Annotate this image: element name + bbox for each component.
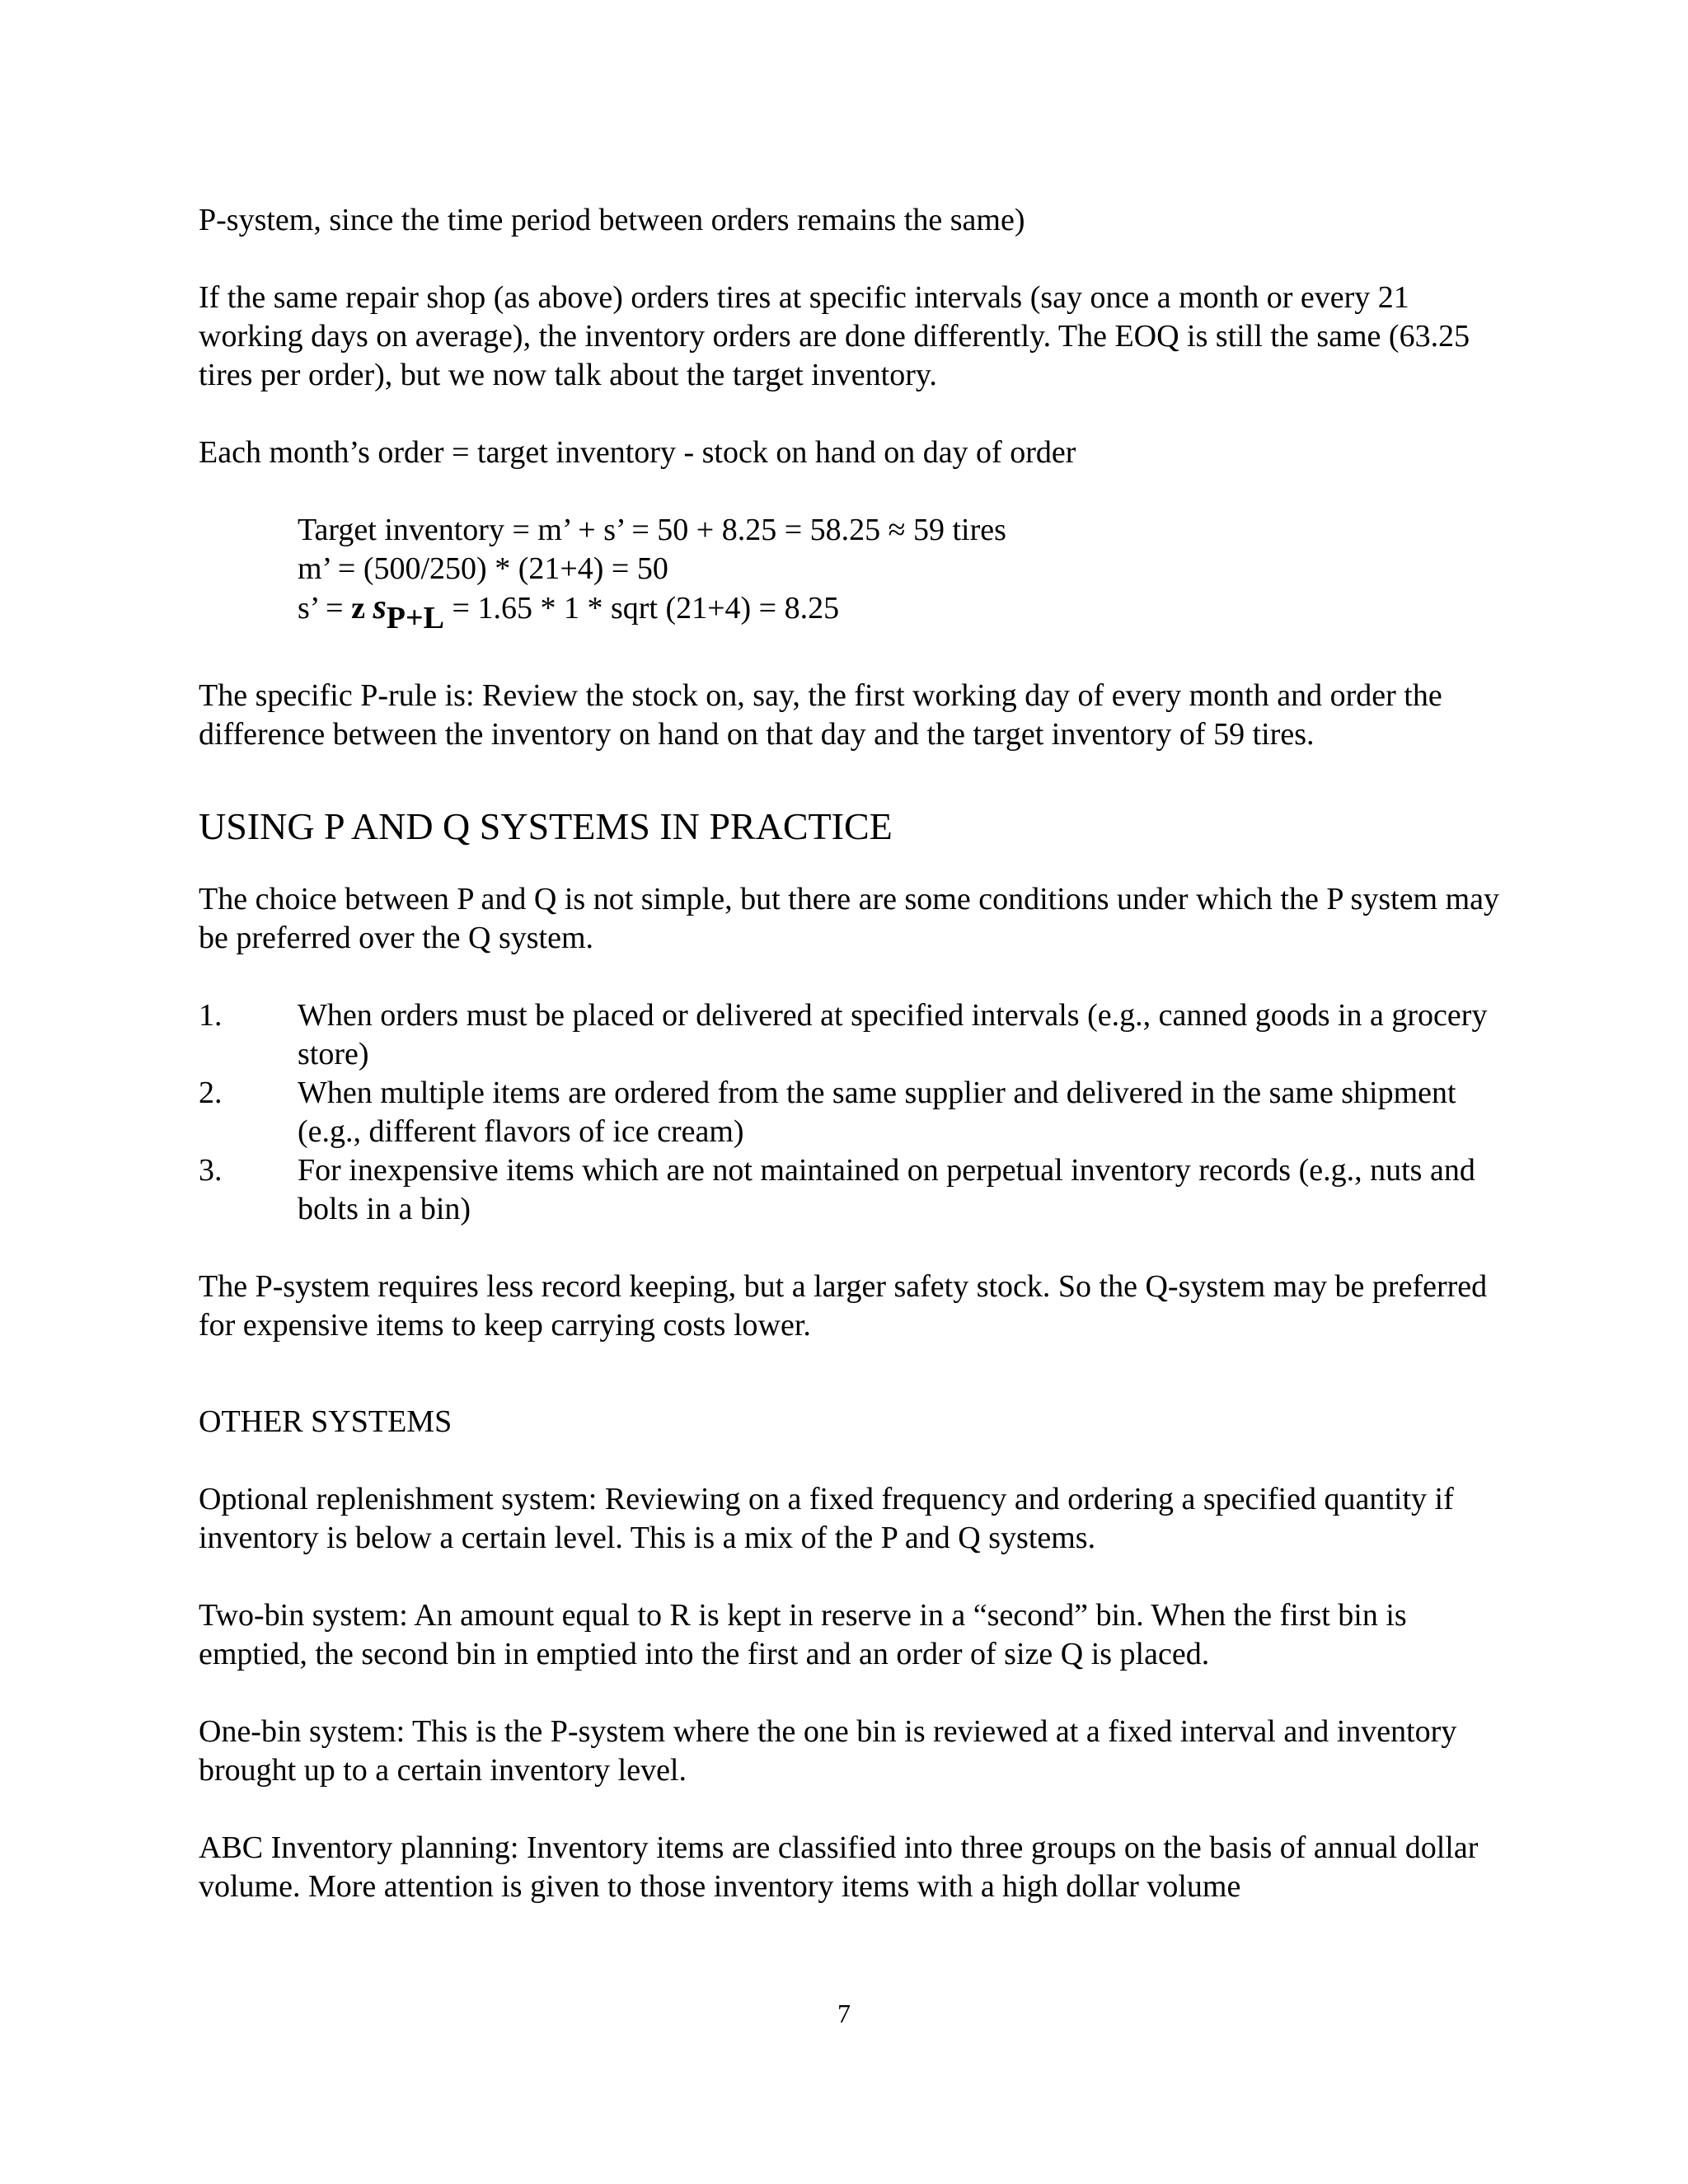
heading-other-systems: OTHER SYSTEMS: [199, 1404, 452, 1439]
formula-s-prime: [298, 588, 1501, 638]
list-item-text: When multiple items are ordered from the same supplier and delivered in the same shipment (e.g., different flavors of ice cream): [298, 1076, 1456, 1149]
formula-s-prime-lhs: s’ =: [298, 591, 352, 626]
formula-z-symbol: z: [351, 591, 365, 626]
formula-m-prime: m’ = (500/250) * (21+4) = 50: [298, 551, 668, 586]
list-item: [199, 996, 1501, 1074]
monthly-order-rule: Each month’s order = target inventory - stock on hand on day of order: [199, 435, 1076, 470]
practice-intro: The choice between P and Q is not simple, but there are some conditions under which the P system may be preferred over the Q system.: [199, 882, 1500, 955]
page-number: 7: [837, 1999, 851, 2028]
list-item-text: When orders must be placed or delivered at specified intervals (e.g., canned goods in a grocery store): [298, 998, 1488, 1071]
list-item-text: For inexpensive items which are not maintained on perpetual inventory records (e.g., nuts and bolts in a bin): [298, 1153, 1475, 1226]
abc-paragraph: ABC Inventory planning: Inventory items are classified into three groups on the basis of annual dollar volume. More attention is given to those inventory items with a high dollar volume: [199, 1830, 1479, 1904]
formula-target-inventory: Target inventory = m’ + s’ = 50 + 8.25 = 58.25 ≈ 59 tires: [298, 513, 1006, 547]
list-item: [199, 1151, 1501, 1229]
formula-s-prime-rhs: = 1.65 * 1 * sqrt (21+4) = 8.25: [444, 591, 840, 626]
formula-subscript-pl: P+L: [386, 601, 445, 635]
paragraph-fixed-interval: If the same repair shop (as above) orders tires at specific intervals (say once a month or every 21 working days on average), the inventory orders are done differently. The EOQ is still the same (63.25 tires per order), but we now talk about the target inventory.: [199, 280, 1470, 392]
list-item-number: 3.: [199, 1153, 223, 1188]
formula-sigma-symbol: s: [373, 588, 387, 626]
list-item: [199, 1074, 1501, 1151]
one-bin-paragraph: One-bin system: This is the P-system where the one bin is reviewed at a fixed interval and inventory brought up to a certain inventory level.: [199, 1714, 1457, 1788]
intro-line: P-system, since the time period between orders remains the same): [199, 203, 1025, 237]
conditions-list: [199, 996, 1501, 1229]
formula-block: [298, 511, 1501, 638]
practice-conclusion: The P-system requires less record keeping, but a larger safety stock. So the Q-system may be preferred for expensive items to keep carrying costs lower.: [199, 1269, 1488, 1343]
document-body: [199, 201, 1501, 1906]
heading-using-p-and-q: USING P AND Q SYSTEMS IN PRACTICE: [199, 805, 893, 847]
optional-replenishment-paragraph: Optional replenishment system: Reviewing on a fixed frequency and ordering a specified quantity if inventory is below a certain level. This is a mix of the P and Q systems.: [199, 1482, 1454, 1555]
two-bin-paragraph: Two-bin system: An amount equal to R is kept in reserve in a “second” bin. When the first bin is emptied, the second bin in emptied into the first and an order of size Q is placed.: [199, 1598, 1407, 1671]
p-rule-paragraph: The specific P-rule is: Review the stock on, say, the first working day of every month and order the difference between the inventory on hand on that day and the target inventory of 59 tires.: [199, 678, 1442, 752]
list-item-number: 2.: [199, 1076, 223, 1110]
list-item-number: 1.: [199, 998, 223, 1033]
